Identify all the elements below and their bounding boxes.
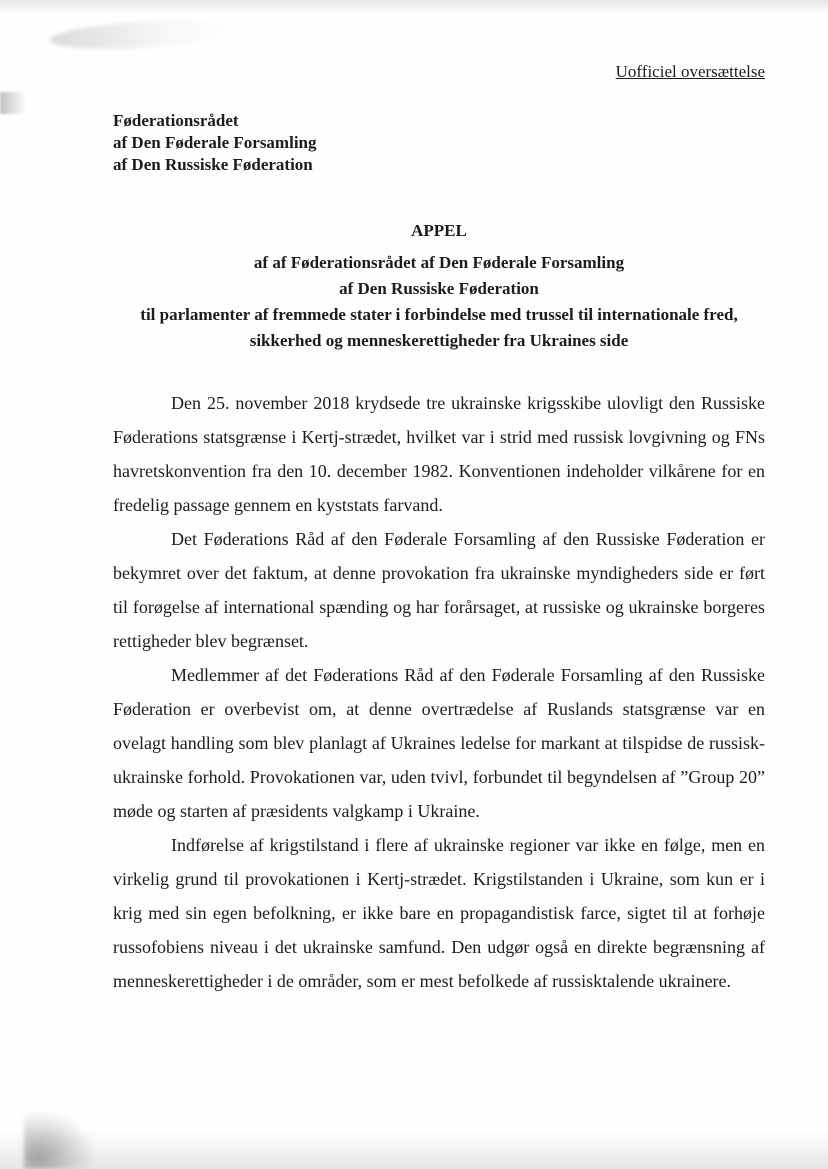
sender-line-1: Føderationsrådet bbox=[113, 111, 239, 130]
sender-line-3: af Den Russiske Føderation bbox=[113, 155, 313, 174]
sender-block bbox=[113, 110, 765, 176]
paragraph-3: Medlemmer af det Føderations Råd af den Føderale Forsamling af den Russiske Føderation er overbevist om, at denne overtrædelse af Ruslands statsgrænse var en ovelagt handling som blev planlagt af Ukraines ledelse for markant at tilspidse de russisk-ukrainske forhold. Provokationen var, uden tvivl, forbundet til begyndelsen af ”Group 20” møde og starten af præsidents valgkamp i Ukraine. bbox=[113, 665, 765, 821]
paragraph-2: Det Føderations Råd af den Føderale Forsamling af den Russiske Føderation er bekymret over det faktum, at denne provokation fra ukrainske myndigheders side er ført til forøgelse af international spænding og har forårsaget, at russiske og ukrainske borgeres rettigheder blev begrænset. bbox=[113, 529, 765, 651]
sender-line-2: af Den Føderale Forsamling bbox=[113, 133, 317, 152]
document-content bbox=[113, 0, 765, 998]
scan-artifact-bottom-left-blot bbox=[24, 1112, 94, 1169]
paragraph-4: Indførelse af krigstilstand i flere af ukrainske regioner var ikke en følge, men en virkelig grund til provokationen i Kertj-strædet. Krigstilstanden i Ukraine, som kun er i krig med sin egen befolkning, er ikke bare en propagandistisk farce, sigtet til at forhøje russofobiens niveau i det ukrainske samfund. Den udgør også en direkte begrænsning af menneskerettigheder i de områder, som er mest befolkede af russisktalende ukrainere. bbox=[113, 835, 765, 991]
document-title-block bbox=[113, 218, 765, 354]
document-body bbox=[113, 386, 765, 998]
translation-note bbox=[113, 62, 765, 82]
document-title-heading: APPEL bbox=[411, 221, 467, 240]
document-title-line-1: af af Føderationsrådet af Den Føderale Forsamling bbox=[253, 253, 625, 272]
translation-note-text: Uofficiel oversættelse bbox=[615, 62, 765, 81]
document-title-line-2: af Den Russiske Føderation bbox=[339, 279, 539, 298]
scan-artifact-left-edge-mark bbox=[0, 92, 26, 114]
paragraph-1: Den 25. november 2018 krydsede tre ukrainske krigsskibe ulovligt den Russiske Føderations statsgrænse i Kertj-strædet, hvilket var i strid med russisk lovgivning og FNs havretskonvention fra den 10. december 1982. Konventionen indeholder vilkårene for en fredelig passage gennem en kyststats farvand. bbox=[113, 393, 765, 515]
document-title-line-3: til parlamenter af fremmede stater i forbindelse med trussel til internationale fred, sikkerhed og menneskerettigheder fra Ukraines side bbox=[140, 305, 738, 350]
scan-artifact-bottom-band bbox=[0, 1130, 828, 1169]
